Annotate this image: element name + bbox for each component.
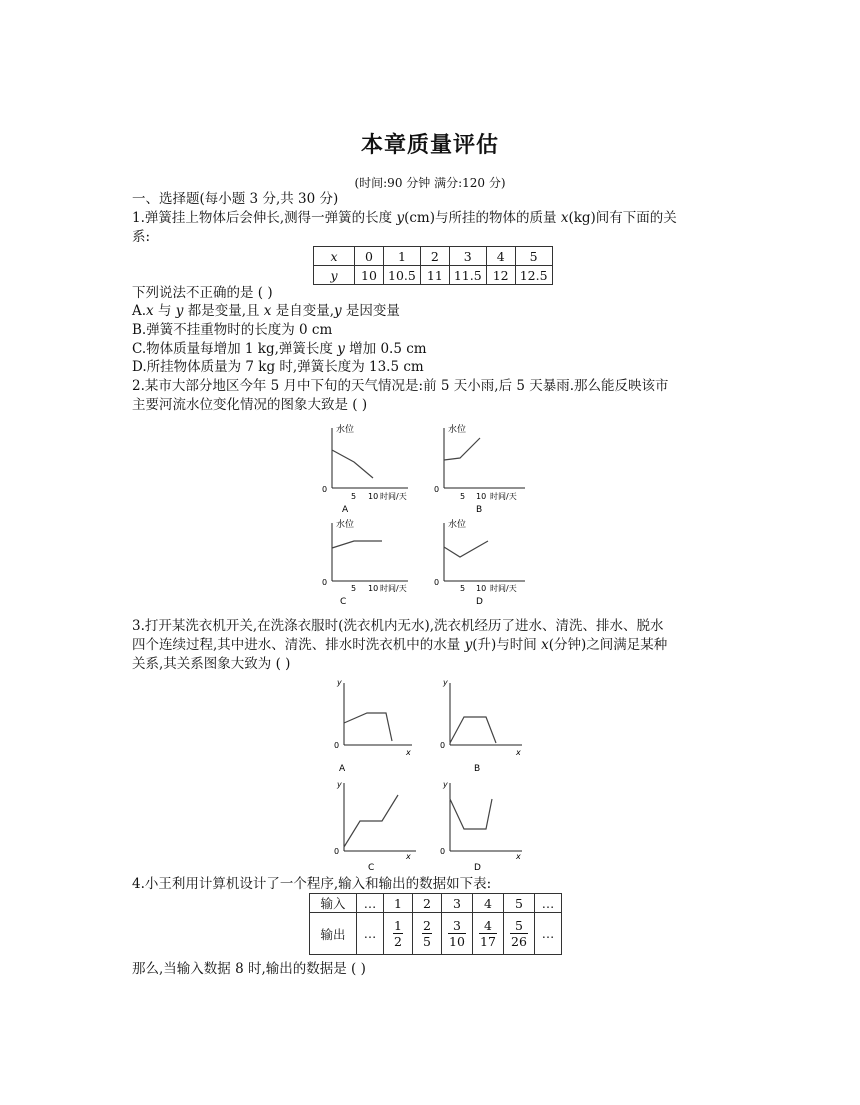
graph-label: D — [476, 597, 483, 607]
q1-data-table — [313, 246, 553, 285]
origin-label: 0 — [322, 578, 328, 587]
table-row — [314, 266, 553, 285]
table-cell: 2 — [420, 247, 449, 266]
tick-label: 5 — [351, 584, 357, 593]
graph-line — [332, 450, 373, 478]
q1-option-c: C.物体质量每增加 1 kg,弹簧长度 y 增加 0.5 cm — [132, 341, 427, 357]
q1-prompt: 下列说法不正确的是 ( ) — [132, 285, 273, 301]
q1-stem-line1: 1.弹簧挂上物体后会伸长,测得一弹簧的长度 y(cm)与所挂的物体的质量 x(kg)间有下面的关 — [132, 210, 677, 226]
table-cell: 4 — [473, 894, 504, 913]
table-cell: 0 — [355, 247, 384, 266]
table-cell: 1 — [384, 247, 421, 266]
y-axis-label: 水位 — [448, 520, 467, 530]
origin-label: 0 — [334, 741, 340, 750]
table-cell: 2 — [413, 894, 442, 913]
x-axis-label: 时间/天 — [380, 584, 407, 593]
x-axis-label: x — [406, 748, 411, 757]
q2-graph-c — [318, 515, 418, 610]
q3-graph-b — [436, 675, 526, 775]
origin-label: 0 — [440, 741, 446, 750]
tick-label: 5 — [460, 584, 466, 593]
tick-label: 10 — [476, 492, 487, 501]
table-cell: 12 — [486, 266, 515, 285]
graph-label: B — [474, 764, 481, 774]
table-row — [314, 247, 553, 266]
q2-graph-d — [430, 515, 535, 610]
tick-label: 10 — [368, 492, 379, 501]
table-cell: 12.5 — [515, 266, 552, 285]
fraction: $\frac{5}{26}$ — [511, 918, 527, 949]
y-axis-label: 水位 — [336, 425, 355, 435]
y-axis-label: y — [443, 780, 448, 789]
fraction: $\frac{1}{2}$ — [394, 918, 402, 949]
table-cell: 1 — [384, 894, 413, 913]
x-axis-label: x — [516, 852, 521, 861]
x-axis-label: 时间/天 — [490, 584, 517, 593]
table-cell: … — [357, 913, 384, 955]
graph-line — [450, 717, 496, 743]
q3-stem-line1: 3.打开某洗衣机开关,在洗涤衣服时(洗衣机内无水),洗衣机经历了进水、清洗、排水、脱水 — [132, 618, 664, 634]
table-cell: y — [314, 266, 355, 285]
graph-line — [444, 438, 480, 460]
q1-stem-line2: 系: — [132, 229, 151, 245]
q2-stem-line1: 2.某市大部分地区今年 5 月中下旬的天气情况是:前 5 天小雨,后 5 天暴雨.那么能反映该市 — [132, 378, 669, 394]
table-cell: 10 — [355, 266, 384, 285]
q4-io-table — [309, 893, 562, 955]
graph-label: A — [339, 764, 346, 774]
table-cell — [413, 913, 442, 955]
y-axis-label: y — [337, 780, 342, 789]
y-axis-label: y — [337, 678, 342, 687]
section-heading: 一、选择题(每小题 3 分,共 30 分) — [132, 191, 339, 207]
table-cell: x — [314, 247, 355, 266]
origin-label: 0 — [440, 847, 446, 856]
graph-label: C — [368, 863, 375, 873]
fraction: $\frac{4}{17}$ — [480, 918, 496, 949]
origin-label: 0 — [334, 847, 340, 856]
table-cell — [473, 913, 504, 955]
fraction: $\frac{3}{10}$ — [449, 918, 465, 949]
exam-subtitle: (时间:90 分钟 满分:120 分) — [354, 176, 506, 190]
table-cell: … — [535, 894, 562, 913]
q2-graph-b — [430, 420, 535, 515]
table-cell: … — [535, 913, 562, 955]
q1-option-d: D.所挂物体质量为 7 kg 时,弹簧长度为 13.5 cm — [132, 359, 424, 375]
table-cell — [504, 913, 535, 955]
tick-label: 5 — [460, 492, 466, 501]
table-cell: 5 — [504, 894, 535, 913]
table-cell: 输出 — [310, 913, 357, 955]
table-cell: … — [357, 894, 384, 913]
q3-graph-c — [330, 777, 420, 877]
x-axis-label: 时间/天 — [380, 492, 407, 501]
q2-graph-a — [318, 420, 418, 515]
q1-option-b: B.弹簧不挂重物时的长度为 0 cm — [132, 322, 333, 338]
origin-label: 0 — [322, 485, 328, 494]
q1-option-a: A.x 与 y 都是变量,且 x 是自变量,y 是因变量 — [132, 303, 400, 319]
graph-line — [444, 541, 488, 557]
table-cell: 4 — [486, 247, 515, 266]
graph-label: B — [476, 505, 483, 515]
page-title: 本章质量评估 — [360, 132, 499, 158]
origin-label: 0 — [434, 578, 440, 587]
y-axis-label: 水位 — [336, 520, 355, 530]
x-axis-label: x — [516, 748, 521, 757]
graph-line — [344, 795, 398, 847]
y-axis-label: 水位 — [448, 425, 467, 435]
q2-stem-line2: 主要河流水位变化情况的图象大致是 ( ) — [132, 397, 368, 413]
table-cell: 输入 — [310, 894, 357, 913]
q3-graph-a — [330, 675, 415, 775]
fraction: $\frac{2}{5}$ — [423, 918, 431, 949]
graph-line — [450, 799, 492, 829]
table-cell: 10.5 — [384, 266, 421, 285]
q3-graph-d — [436, 777, 526, 877]
graph-label: D — [474, 863, 481, 873]
table-cell: 3 — [449, 247, 486, 266]
table-cell: 3 — [442, 894, 473, 913]
table-cell — [384, 913, 413, 955]
graph-label: A — [342, 505, 349, 515]
graph-label: C — [340, 597, 347, 607]
table-row — [310, 913, 562, 955]
q3-stem-line2: 四个连续过程,其中进水、清洗、排水时洗衣机中的水量 y(升)与时间 x(分钟)之间满足某种 — [132, 637, 668, 653]
table-cell — [442, 913, 473, 955]
graph-line — [344, 713, 392, 741]
x-axis-label: 时间/天 — [490, 492, 517, 501]
table-cell: 11.5 — [449, 266, 486, 285]
tick-label: 10 — [476, 584, 487, 593]
table-cell: 5 — [515, 247, 552, 266]
graph-line — [332, 541, 382, 548]
tick-label: 5 — [351, 492, 357, 501]
q3-stem-line3: 关系,其关系图象大致为 ( ) — [132, 656, 291, 672]
table-row — [310, 894, 562, 913]
tick-label: 10 — [368, 584, 379, 593]
q4-stem: 4.小王利用计算机设计了一个程序,输入和输出的数据如下表: — [132, 876, 492, 892]
table-cell: 11 — [420, 266, 449, 285]
y-axis-label: y — [443, 678, 448, 687]
q4-prompt: 那么,当输入数据 8 时,输出的数据是 ( ) — [132, 961, 366, 977]
origin-label: 0 — [434, 485, 440, 494]
x-axis-label: x — [406, 852, 411, 861]
